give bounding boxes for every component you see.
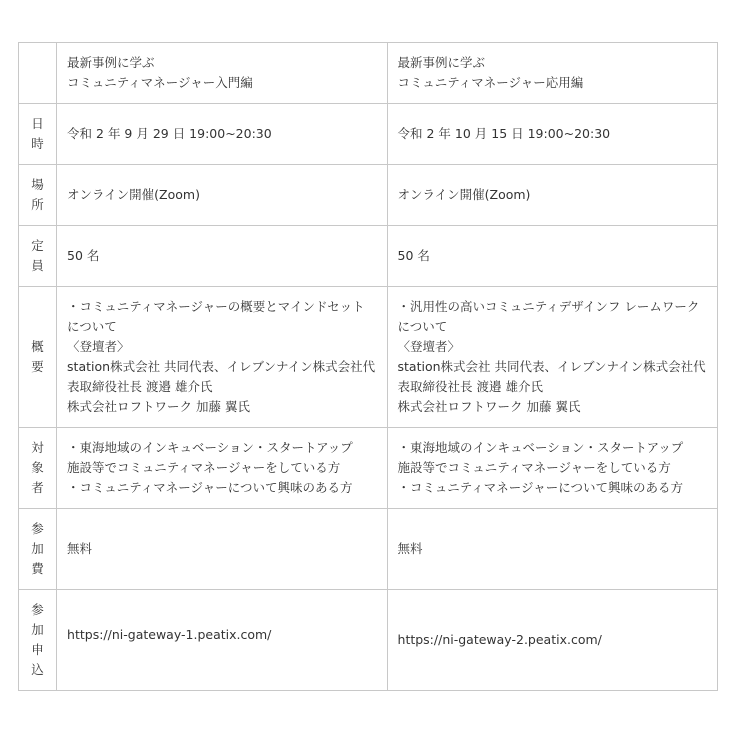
row-label-cell	[19, 287, 57, 428]
fee-cell-basic	[57, 509, 387, 590]
place-cell-basic	[57, 165, 387, 226]
target-cell-basic	[57, 428, 387, 509]
header-line: 最新事例に学ぶ	[67, 55, 155, 70]
datetime-cell-advanced	[387, 104, 717, 165]
row-label: 場所	[31, 177, 44, 212]
place-value: オンライン開催(Zoom)	[67, 187, 200, 202]
overview-cell-basic	[57, 287, 387, 428]
place-cell-advanced	[387, 165, 717, 226]
target-line: ・東海地域のインキュベーション・スタートアップ	[67, 440, 353, 455]
table-row-capacity	[19, 226, 718, 287]
header-cell-advanced	[387, 43, 717, 104]
table-row-fee	[19, 509, 718, 590]
table-header-row	[19, 43, 718, 104]
overview-cell-advanced	[387, 287, 717, 428]
row-label: 参加申込	[31, 602, 44, 677]
target-line: ・東海地域のインキュベーション・スタートアップ	[397, 440, 684, 455]
header-cell-basic	[57, 43, 387, 104]
table-row-apply	[19, 590, 718, 691]
row-label: 日時	[31, 116, 44, 151]
overview-speaker: station株式会社 共同代表、イレブンナイン株式会社代表取締役社長 渡邉 雄介氏	[67, 359, 376, 394]
capacity-value: 50 名	[67, 248, 100, 263]
target-line: ・コミュニティマネージャーについて興味のある方	[67, 480, 353, 495]
apply-cell-basic	[57, 590, 387, 691]
header-line: コミュニティマネージャー入門編	[67, 75, 253, 90]
target-line: 施設等でコミュニティマネージャーをしている方	[67, 460, 341, 475]
table-row-datetime	[19, 104, 718, 165]
overview-speaker: 株式会社ロフトワーク 加藤 翼氏	[397, 399, 581, 414]
row-label: 概要	[31, 339, 44, 374]
apply-link[interactable]: https://ni-gateway-1.peatix.com/	[67, 627, 272, 642]
row-label-cell	[19, 104, 57, 165]
overview-topic: ・汎用性の高いコミュニティデザインフ レームワークについて	[397, 299, 700, 334]
row-label-cell	[19, 590, 57, 691]
datetime-cell-basic	[57, 104, 387, 165]
table-row-overview	[19, 287, 718, 428]
fee-cell-advanced	[387, 509, 717, 590]
overview-speakers-heading: 〈登壇者〉	[397, 339, 461, 354]
place-value: オンライン開催(Zoom)	[397, 187, 531, 202]
row-label: 参加費	[31, 521, 44, 576]
overview-speakers-heading: 〈登壇者〉	[67, 339, 130, 354]
datetime-value: 令和 2 年 10 月 15 日 19:00~20:30	[397, 126, 611, 141]
target-cell-advanced	[387, 428, 717, 509]
apply-link[interactable]: https://ni-gateway-2.peatix.com/	[397, 632, 602, 647]
datetime-value: 令和 2 年 9 月 29 日 19:00~20:30	[67, 126, 272, 141]
fee-value: 無料	[67, 541, 93, 556]
row-label-cell	[19, 226, 57, 287]
overview-speaker: 株式会社ロフトワーク 加藤 翼氏	[67, 399, 250, 414]
row-label: 対象者	[31, 440, 44, 495]
header-line: 最新事例に学ぶ	[397, 55, 486, 70]
overview-speaker: station株式会社 共同代表、イレブンナイン株式会社代表取締役社長 渡邉 雄介氏	[397, 359, 706, 394]
target-line: 施設等でコミュニティマネージャーをしている方	[397, 460, 671, 475]
row-label-cell	[19, 165, 57, 226]
overview-topic: ・コミュニティマネージャーの概要とマインドセットについて	[67, 299, 365, 334]
corner-cell	[19, 43, 57, 104]
row-label-cell	[19, 509, 57, 590]
fee-value: 無料	[397, 541, 423, 556]
capacity-value: 50 名	[397, 248, 430, 263]
row-label: 定員	[31, 238, 44, 273]
target-line: ・コミュニティマネージャーについて興味のある方	[397, 480, 684, 495]
event-comparison-table	[18, 42, 718, 691]
apply-cell-advanced	[387, 590, 717, 691]
capacity-cell-basic	[57, 226, 387, 287]
row-label-cell	[19, 428, 57, 509]
table-row-target	[19, 428, 718, 509]
header-line: コミュニティマネージャー応用編	[397, 75, 584, 90]
table-row-place	[19, 165, 718, 226]
capacity-cell-advanced	[387, 226, 717, 287]
